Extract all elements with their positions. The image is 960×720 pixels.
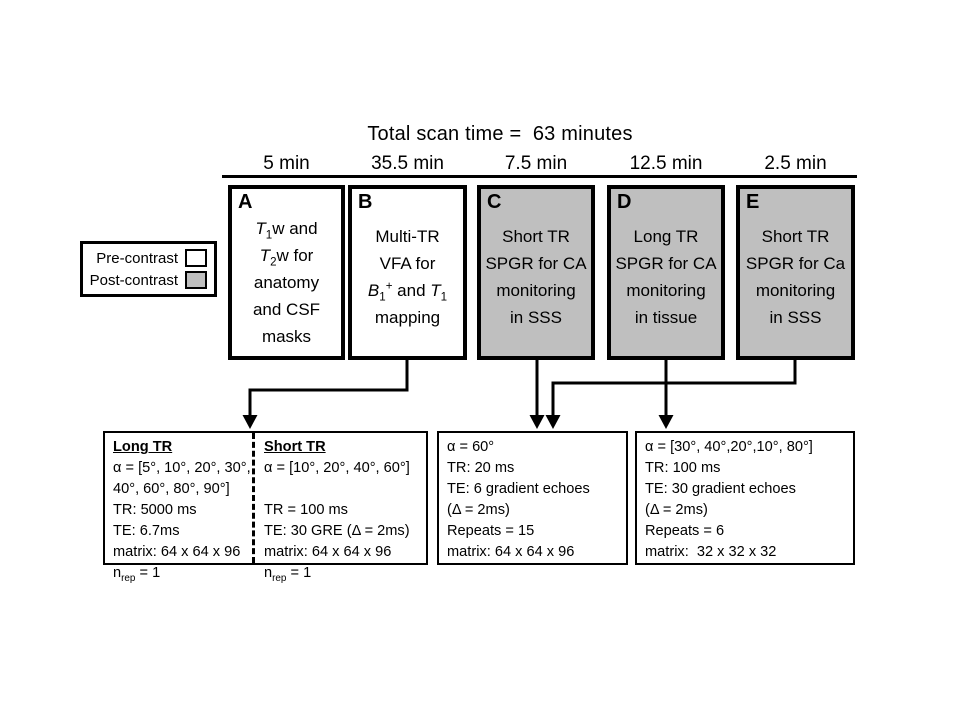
params-title-short-tr: Short TR: [264, 439, 326, 455]
duration-label-d: 12.5 min: [629, 153, 703, 174]
duration-label-e: 2.5 min: [764, 153, 827, 174]
sequence-letter-e: E: [746, 191, 760, 213]
params-box-ce: α = 60° TR: 20 ms TE: 6 gradient echoes (Δ = 2ms) Repeats = 15 matrix: 64 x 64 x 96: [437, 431, 628, 565]
params-box-d: α = [30°, 40°,20°,10°, 80°] TR: 100 ms TE: 30 gradient echoes (Δ = 2ms) Repeats = 6 matrix: 32 x 32 x 32: [635, 431, 855, 565]
connector-b-to-ab-params: [243, 359, 408, 429]
sequence-description-d: Long TR SPGR for CA monitoring in tissue: [615, 226, 717, 327]
sequence-letter-d: D: [617, 191, 632, 213]
duration-label-c: 7.5 min: [504, 153, 568, 174]
sequence-box-d: [607, 185, 725, 360]
duration-label-b: 35.5 min: [371, 153, 444, 174]
sequence-box-b: [348, 185, 467, 360]
connector-d-to-d-params: [659, 359, 674, 429]
sequence-letter-c: C: [487, 191, 502, 213]
sequence-box-c: [477, 185, 595, 360]
duration-label-a: 5 min: [263, 153, 310, 174]
sequence-letter-a: A: [238, 191, 253, 213]
post-contrast-swatch-icon: [185, 271, 207, 289]
params-column-short-tr: Short TR α = [10°, 20°, 40°, 60°] TR = 100 ms TE: 30 GRE (Δ = 2ms) matrix: 64 x 64 x 96 $n_{rep} = 1$: [252, 433, 426, 563]
legend-label-post-contrast: Post-contrast: [89, 271, 178, 289]
sequence-description-a: $T_1w$ and $T_2w$ for anatomy and CSF masks: [252, 219, 321, 346]
params-box-ab: [103, 431, 428, 584]
sequence-description-c: Short TR SPGR for CA monitoring in SSS: [485, 226, 587, 327]
sequence-description-e: Short TR SPGR for Ca monitoring in SSS: [745, 226, 846, 327]
sequence-letter-b: B: [358, 191, 373, 213]
legend-row-post-contrast: [83, 271, 207, 289]
params-column-long-tr: Long TR α = [5°, 10°, 20°, 30°, 40°, 60°, 80°, 90°] TR: 5000 ms TE: 6.7ms matrix: 64 x 64 x 96 $n_{rep} = 1$: [113, 439, 251, 584]
sequence-box-a: [228, 185, 345, 360]
pre-contrast-swatch-icon: [185, 249, 207, 267]
legend-label-pre-contrast: Pre-contrast: [96, 249, 178, 267]
params-title-long-tr: Long TR: [113, 439, 173, 455]
timeline-rule: [222, 175, 857, 178]
connector-e-to-ce-params: [546, 359, 796, 429]
sequence-box-e: [736, 185, 855, 360]
total-scan-time-title: Total scan time = 63 minutes: [367, 123, 633, 145]
connector-c-to-ce-params: [530, 359, 545, 429]
contrast-legend: [80, 241, 217, 297]
legend-row-pre-contrast: [83, 249, 207, 267]
sequence-description-b: Multi-TR VFA for $B_1^+$ and $T_1$ mapping: [367, 226, 448, 327]
